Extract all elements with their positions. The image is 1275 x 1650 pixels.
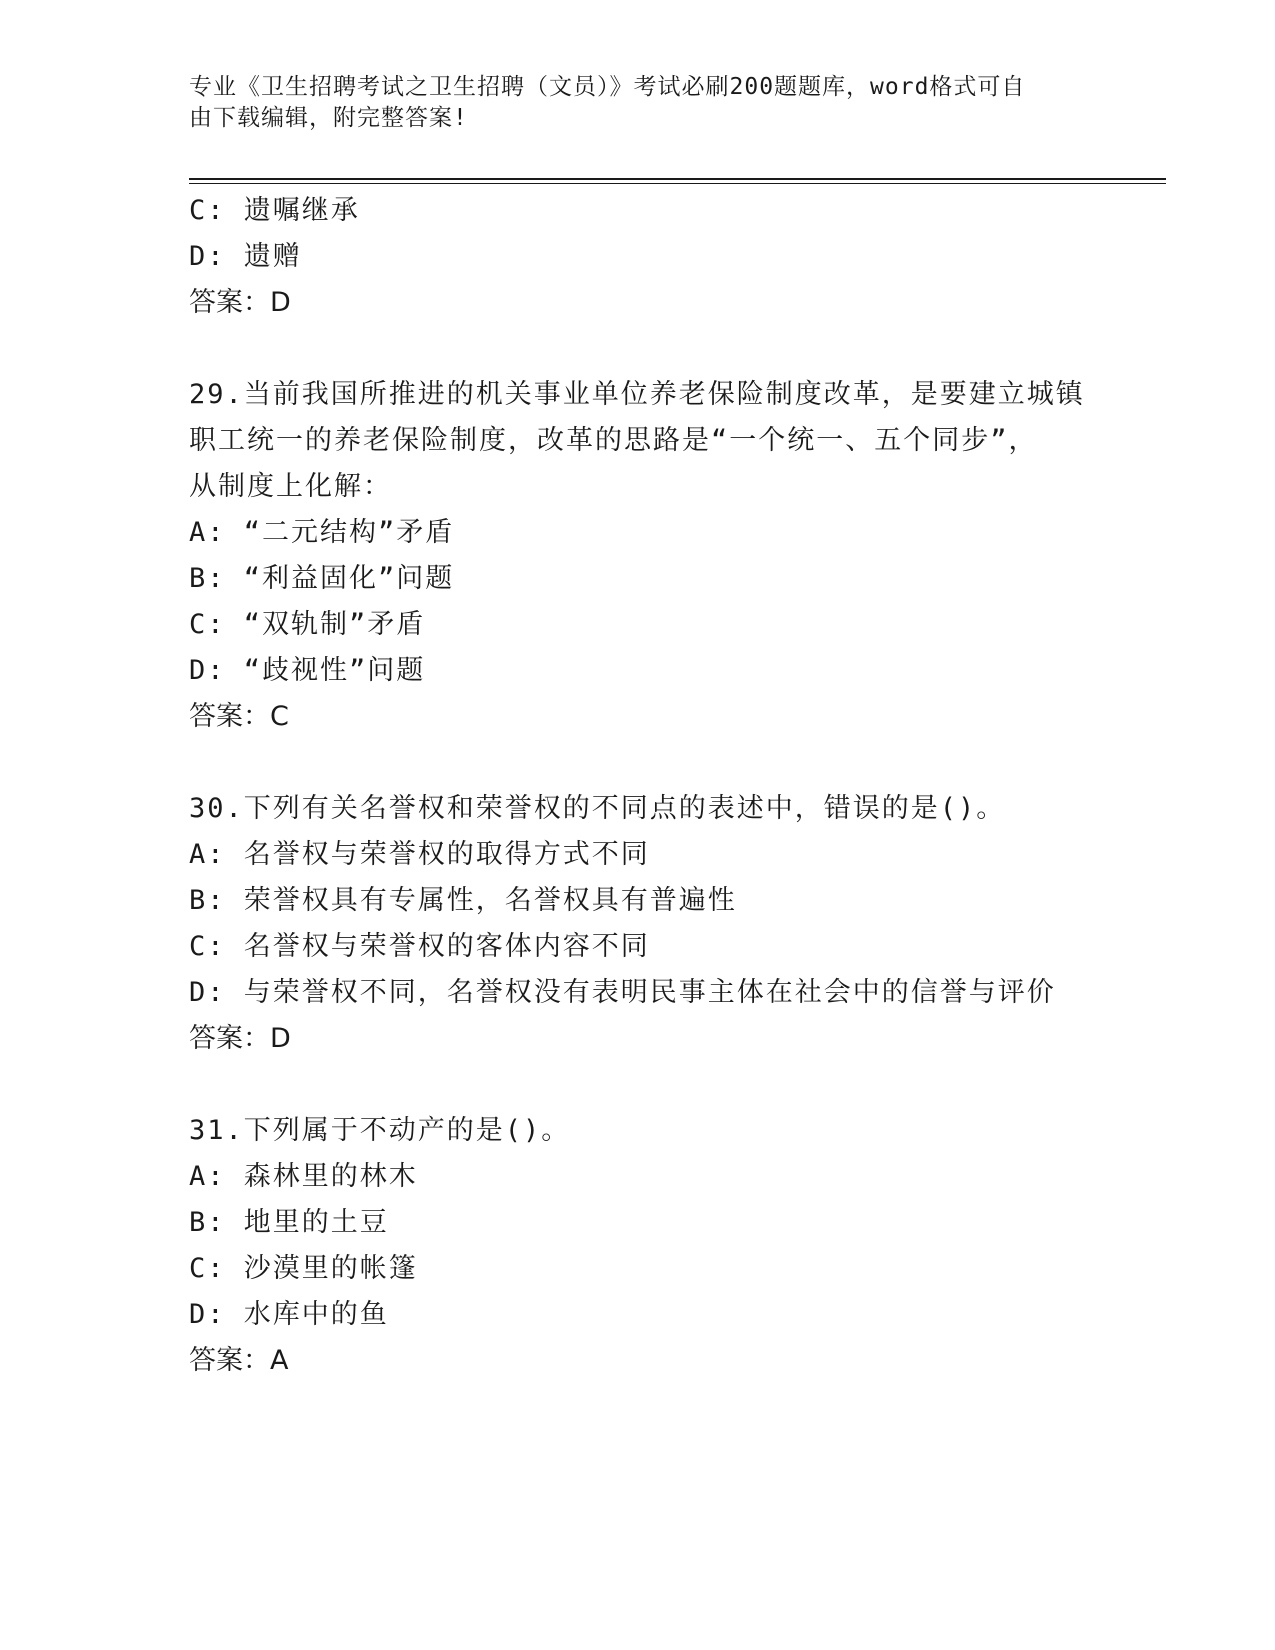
option-a: A: 名誉权与荣誉权的取得方式不同	[189, 839, 650, 870]
option-a: A: 森林里的林木	[189, 1161, 418, 1192]
question-stem-line: 31.下列属于不动产的是()。	[189, 1115, 571, 1146]
document-body	[189, 188, 1149, 1384]
header-rule-thick	[189, 178, 1166, 180]
option-a: A: “二元结构”矛盾	[189, 517, 455, 548]
header-rule-thin	[189, 183, 1166, 184]
option-d: D: 水库中的鱼	[189, 1299, 389, 1330]
spacer	[189, 1062, 1149, 1108]
header-line-1: 专业《卫生招聘考试之卫生招聘（文员）》考试必刷200题题库，word格式可自	[189, 74, 1026, 100]
option-b: B: “利益固化”问题	[189, 563, 455, 594]
question-stem-line: 30.下列有关名誉权和荣誉权的不同点的表述中，错误的是()。	[189, 793, 1006, 824]
question-stem-line: 职工统一的养老保险制度，改革的思路是“一个统一、五个同步”，	[189, 425, 1038, 456]
option-d: D: 遗赠	[189, 241, 302, 272]
answer-line: 答案：D	[189, 287, 291, 318]
option-c: C: 名誉权与荣誉权的客体内容不同	[189, 931, 650, 962]
question-stem-line: 29.当前我国所推进的机关事业单位养老保险制度改革，是要建立城镇	[189, 379, 1085, 410]
answer-line: 答案：A	[189, 1345, 289, 1376]
option-c: C: 沙漠里的帐篷	[189, 1253, 418, 1284]
question-block-prev	[189, 188, 1149, 326]
question-stem-line: 从制度上化解：	[189, 471, 392, 502]
option-b: B: 荣誉权具有专属性，名誉权具有普遍性	[189, 885, 737, 916]
option-c: C: “双轨制”矛盾	[189, 609, 426, 640]
spacer	[189, 740, 1149, 786]
question-block-30	[189, 786, 1149, 1062]
question-block-29	[189, 372, 1149, 740]
answer-line: 答案：C	[189, 701, 289, 732]
document-header	[189, 72, 1089, 134]
option-b: B: 地里的土豆	[189, 1207, 389, 1238]
question-block-31	[189, 1108, 1149, 1384]
option-d: D: “歧视性”问题	[189, 655, 426, 686]
header-line-2: 由下载编辑，附完整答案!	[189, 105, 468, 131]
answer-line: 答案：D	[189, 1023, 291, 1054]
option-d: D: 与荣誉权不同，名誉权没有表明民事主体在社会中的信誉与评价	[189, 977, 1056, 1008]
spacer	[189, 326, 1149, 372]
option-c: C: 遗嘱继承	[189, 195, 360, 226]
